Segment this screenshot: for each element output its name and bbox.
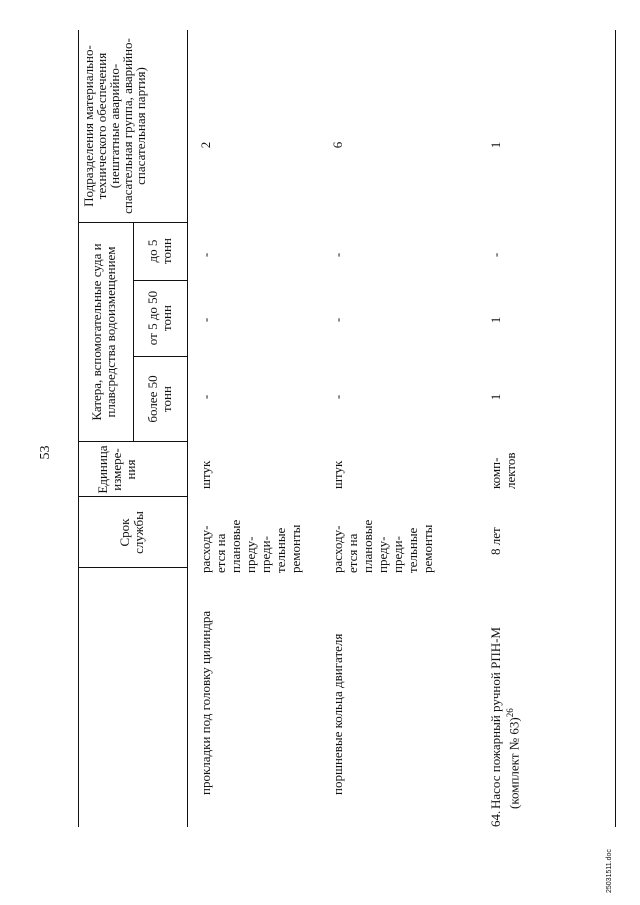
row1-over-50: - [198,394,213,400]
row3-over-50: 1 [488,393,503,401]
row1-service-life-line: расходу- [198,525,213,573]
row3-up-to-5: - [488,252,503,258]
row3-5-to-50: 1 [488,316,503,324]
row1-supply: 2 [198,141,213,149]
row2-5-to-50: - [330,317,345,323]
table-bottom-border [615,30,616,827]
row1-service-life-line: тельные [273,527,288,573]
row1-service-life-line: преди- [258,536,273,573]
row1-service-life [198,493,303,573]
row2-supply: 6 [330,141,345,149]
row1-service-life-line: ется на [213,533,228,573]
row1-service-life-line: плановые [228,519,243,573]
header-supply-units: Подразделения материально- технического обеспечения (нештатные аварийно- спасательная группа, аварийно- спасательная партия) [81,38,148,214]
header-bottom-border [187,30,188,827]
page-number: 53 [38,445,53,460]
row2-service-life-line: ется на [345,533,360,573]
row2-service-life-line: плановые [360,519,375,573]
row3-unit-line1: комп- [488,457,503,489]
row2-unit: штук [330,460,345,489]
row1-5-to-50: - [198,317,213,323]
row1-service-life-line: ремонты [288,524,303,573]
table-top-border [78,30,79,827]
row2-service-life-line: преди- [390,536,405,573]
col-sep-4 [133,356,187,357]
row2-up-to-5: - [330,252,345,258]
row3-unit [488,452,518,489]
row3-footnote: 26 [505,708,515,718]
row3-service-life: 8 лет [488,527,503,555]
row1-name: прокладки под головку цилиндра [198,610,213,795]
header-boats-group: Катера, вспомогательные суда и плавсредства водоизмещением [89,243,118,421]
boats-subheader-border [133,223,134,442]
row1-unit: штук [198,460,213,489]
row3-name [488,569,521,809]
row1-service-life-line: преду- [243,536,258,573]
row2-service-life [330,493,435,573]
row2-service-life-line: ремонты [420,524,435,573]
row2-service-life-line: тельные [405,527,420,573]
header-boats-5-to-50: от 5 до 50 тонн [145,290,174,346]
row3-supply: 1 [488,141,503,149]
row3-name-line1: Насос пожарный ручной РПН-М [488,627,503,809]
col-sep-5 [133,280,187,281]
row2-name: поршневые кольца двигателя [330,633,345,795]
row3-name-line2: (комплект № 63) [506,717,522,809]
header-boats-up-to-5: до 5 тонн [145,238,174,264]
row2-over-50: - [330,394,345,400]
row3-number: 64. [488,810,503,827]
col-sep-6 [78,222,187,223]
row3-name-line2-wrap [503,569,521,809]
row2-service-life-line: расходу- [330,525,345,573]
row1-up-to-5: - [198,252,213,258]
row2-service-life-line: преду- [375,536,390,573]
header-service-life: Срок службы [117,511,146,554]
row3-unit-line2: лектов [503,452,518,489]
header-boats-over-50: более 50 тонн [145,375,174,423]
header-unit: Единица измере- ния [95,445,138,494]
footer-file-name: 25031511.doc [606,849,613,893]
